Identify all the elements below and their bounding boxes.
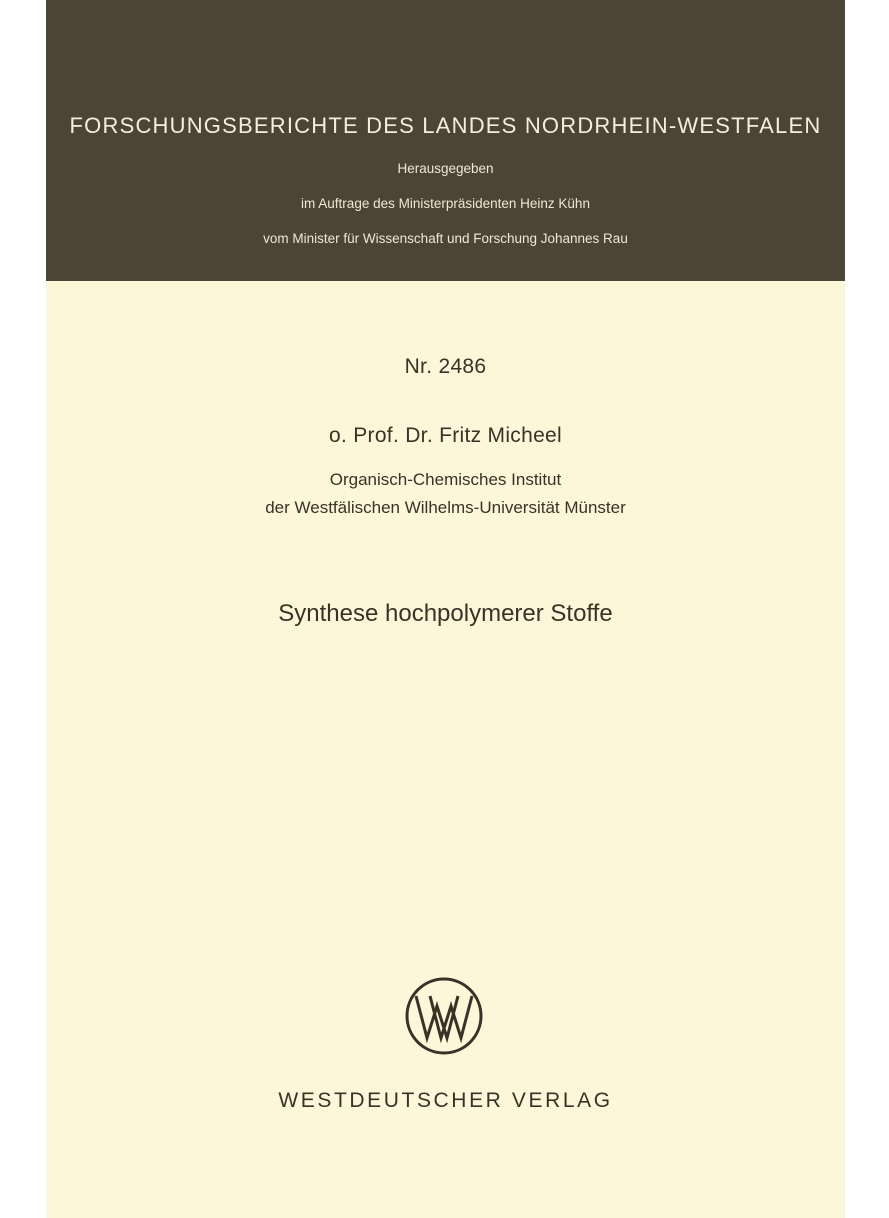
editor-note: Herausgegeben bbox=[397, 161, 494, 176]
series-title: FORSCHUNGSBERICHTE DES LANDES NORDRHEIN-WESTFALEN bbox=[69, 113, 822, 138]
institute-line-1: Organisch-Chemisches Institut bbox=[329, 470, 562, 489]
book-title: Synthese hochpolymerer Stoffe bbox=[278, 600, 613, 627]
author-name: o. Prof. Dr. Fritz Micheel bbox=[328, 424, 563, 447]
institute-line-2: der Westfälischen Wilhelms-Universität Münster bbox=[265, 498, 626, 517]
publisher-name: WESTDEUTSCHER VERLAG bbox=[278, 1089, 613, 1112]
volume-number: Nr. 2486 bbox=[404, 355, 487, 378]
ww-circle-logo-icon bbox=[404, 976, 484, 1056]
commission-line: im Auftrage des Ministerpräsidenten Heinz Kühn bbox=[301, 196, 590, 211]
minister-line: vom Minister für Wissenschaft und Forschung Johannes Rau bbox=[263, 231, 628, 246]
book-cover bbox=[46, 0, 845, 1218]
header-band bbox=[46, 0, 845, 281]
